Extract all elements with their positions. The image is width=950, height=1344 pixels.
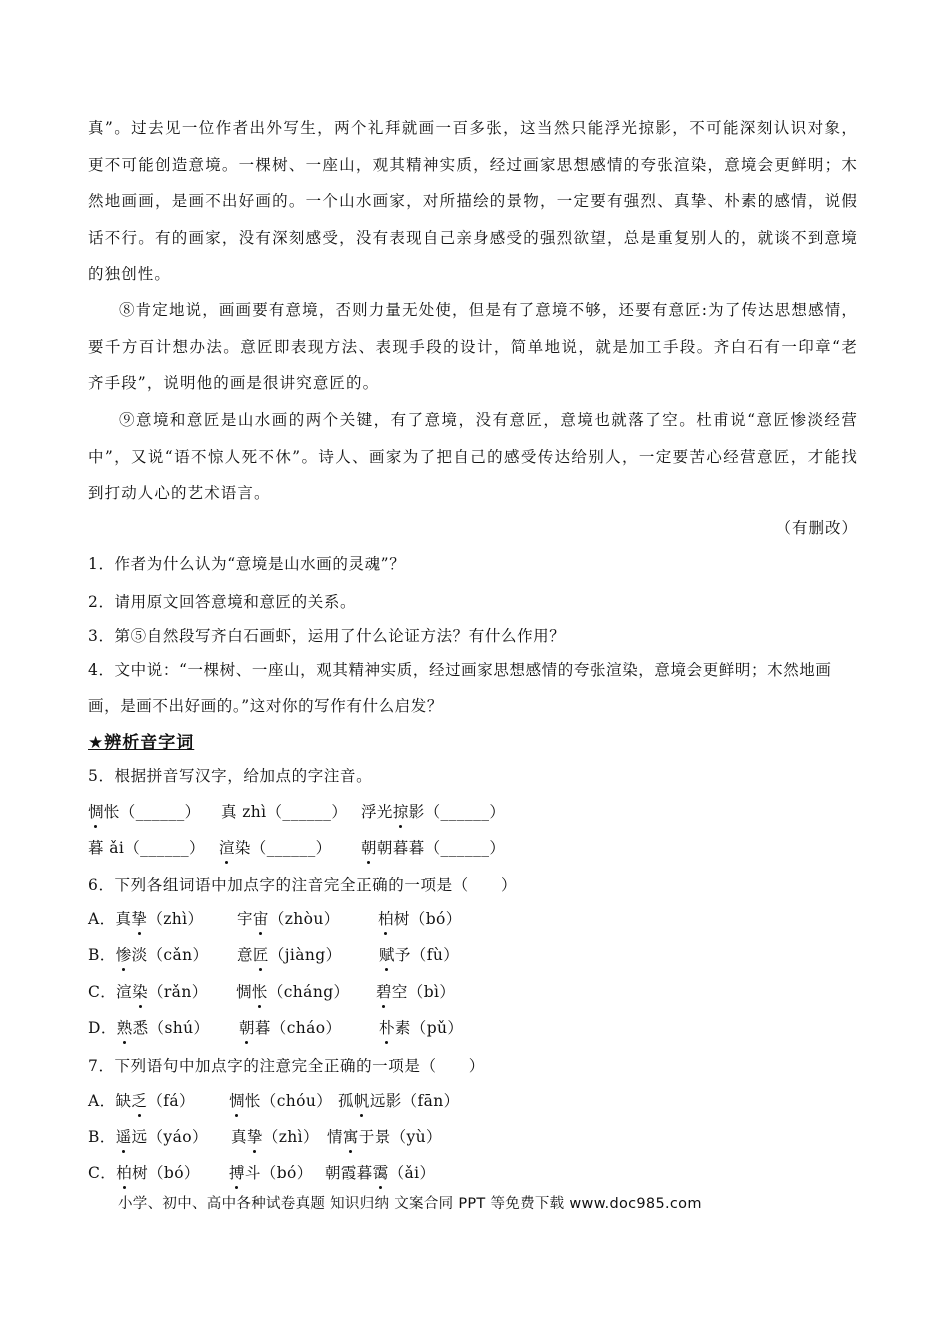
option-item: 朝暮（cháo） — [239, 1016, 341, 1038]
q5-item: 真 zhì（______） — [221, 803, 348, 821]
question-4: 4．文中说：“一棵树、一座山，观其精神实质，经过画家思想感情的夸张渲染，意境会更鲜明；木然地画画，是画不出好画的。”这对你的写作有什么启发？ — [88, 661, 832, 715]
option-item: 朝霞暮霭（ǎi） — [325, 1161, 435, 1183]
option-item: 惆怅（chóu） — [229, 1089, 332, 1111]
question-1: 1．作者为什么认为“意境是山水画的灵魂”？ — [88, 555, 406, 573]
q5-item: 渲染（______） — [219, 836, 332, 858]
option-item: 搏斗（bó） — [229, 1161, 313, 1183]
passage-paragraph-8: ⑧肯定地说，画画要有意境，否则力量无处使，但是有了意境不够，还要有意匠:为了传达思想感情，要千方百计想办法。意匠即表现方法、表现手段的设计，简单地说，就是加工手段。齐白石有一印章“老齐手段”，说明他的画是很讲究意匠的。 — [88, 301, 858, 392]
question-2: 2．请用原文回答意境和意匠的关系。 — [88, 593, 357, 611]
option-item: 宇宙（zhòu） — [237, 907, 340, 929]
option-item: A．缺乏（fá） — [88, 1089, 195, 1111]
option-item: 赋予（fù） — [379, 943, 459, 965]
q5-item: 惆怅（______） — [88, 800, 201, 822]
option-item: 惆怅（cháng） — [236, 980, 349, 1002]
question-7-prompt: 7．下列语句中加点字的注意完全正确的一项是（ ） — [88, 1057, 485, 1075]
option-item: 碧空（bì） — [376, 980, 455, 1002]
option-item: B．惨淡（cǎn） — [88, 943, 208, 965]
section-title: ★辨析音字词 — [88, 733, 195, 753]
footer-text: 小学、初中、高中各种试卷真题 知识归纳 文案合同 PPT 等免费下载 www.doc985.com — [118, 1196, 702, 1212]
question-3: 3．第⑤自然段写齐白石画虾，运用了什么论证方法？有什么作用？ — [88, 627, 566, 645]
passage-paragraph-9: ⑨意境和意匠是山水画的两个关键，有了意境，没有意匠，意境也就落了空。杜甫说“意匠惨淡经营中”，又说“语不惊人死不休”。诗人、画家为了把自己的感受传达给别人，一定要苦心经营意匠，才能找到打动人心的艺术语言。 — [88, 411, 858, 502]
option-item: 情寓于景（yù） — [327, 1125, 442, 1147]
option-item: 意匠（jiàng） — [237, 943, 342, 965]
option-item: D．熟悉（shú） — [88, 1016, 209, 1038]
option-item: B．遥远（yáo） — [88, 1125, 208, 1147]
option-item: A．真挚（zhì） — [88, 907, 203, 929]
option-item: 真挚（zhì） — [231, 1125, 319, 1147]
option-item: C．柏树（bó） — [88, 1161, 200, 1183]
option-item: 孤帆远影（fān） — [338, 1089, 460, 1111]
question-5-prompt: 5．根据拼音写汉字，给加点的字注音。 — [88, 767, 373, 785]
q5-item: 暮 ǎi（______） — [88, 839, 205, 857]
source-note: （有删改） — [775, 519, 858, 537]
option-item: C．渲染（rǎn） — [88, 980, 208, 1002]
question-6-prompt: 6．下列各组词语中加点字的注音完全正确的一项是（ ） — [88, 876, 518, 894]
q5-item: 浮光掠影（______） — [361, 800, 505, 822]
passage-paragraph-7: 真”。过去见一位作者出外写生，两个礼拜就画一百多张，这当然只能浮光掠影，不可能深刻认识对象，更不可能创造意境。一棵树、一座山，观其精神实质，经过画家思想感情的夸张渲染，意境会更鲜明；木然地画画，是画不出好画的。一个山水画家，对所描绘的景物，一定要有强烈、真挚、朴素的感情，说假话不行。有的画家，没有深刻感受，没有表现自己亲身感受的强烈欲望，总是重复别人的，就谈不到意境的独创性。 — [88, 119, 858, 283]
option-item: 朴素（pǔ） — [379, 1016, 463, 1038]
option-item: 柏树（bó） — [378, 907, 462, 929]
q5-item: 朝朝暮暮（______） — [361, 836, 505, 858]
